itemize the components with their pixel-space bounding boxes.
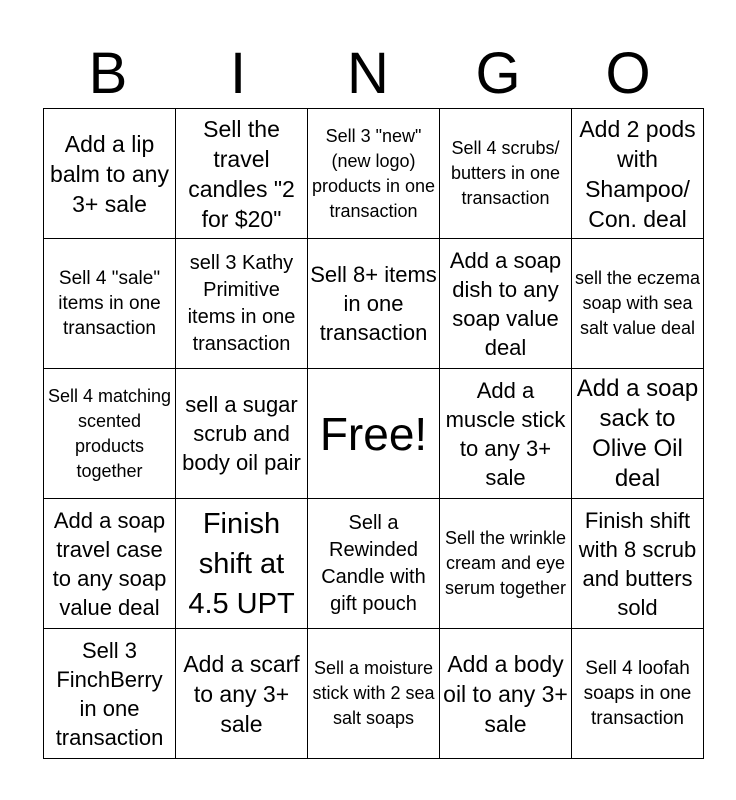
- bingo-cell: [176, 499, 308, 629]
- grid-row: [44, 499, 704, 629]
- grid-row: [44, 629, 704, 759]
- bingo-cell: [44, 629, 176, 759]
- free-text: Free!: [319, 407, 428, 460]
- cell-text: Sell 4 "sale" items in one transaction: [58, 268, 161, 339]
- cell-text: Add a soap travel case to any soap value deal: [52, 507, 167, 620]
- cell-text: Add a body oil to any 3+ sale: [443, 650, 568, 737]
- bingo-cell: [44, 499, 176, 629]
- cell-text: Add a scarf to any 3+ sale: [183, 650, 300, 737]
- header-letter-g: G: [475, 41, 521, 106]
- cell-text: Sell the wrinkle cream and eye serum together: [444, 528, 567, 598]
- bingo-cell: [440, 629, 572, 759]
- bingo-cell: [308, 629, 440, 759]
- cell-text: Sell 4 matching scented products together: [47, 385, 172, 481]
- cell-text: Sell 3 FinchBerry in one transaction: [55, 637, 164, 750]
- bingo-cell: [176, 109, 308, 239]
- cell-text: Sell a Rewinded Candle with gift pouch: [321, 511, 426, 615]
- header-letter-i: I: [229, 41, 247, 106]
- cell-text: Sell the travel candles "2 for $20": [188, 115, 295, 232]
- bingo-cell: [440, 369, 572, 499]
- cell-text: sell the eczema soap with sea salt value deal: [574, 268, 701, 338]
- cell-text: sell a sugar scrub and body oil pair: [182, 392, 301, 475]
- bingo-cell: [308, 239, 440, 369]
- cell-text: Sell a moisture stick with 2 sea salt soaps: [312, 658, 435, 728]
- bingo-cell: [176, 629, 308, 759]
- bingo-cell: [44, 109, 176, 239]
- bingo-cell: [440, 109, 572, 239]
- cell-text: Add a soap dish to any soap value deal: [449, 247, 562, 360]
- grid-row: [44, 109, 704, 239]
- cell-text: Add a muscle stick to any 3+ sale: [445, 377, 566, 490]
- bingo-cell: [308, 499, 440, 629]
- bingo-cell: [572, 239, 704, 369]
- free-cell: [308, 369, 440, 499]
- cell-text: Add a lip balm to any 3+ sale: [50, 130, 169, 217]
- bingo-cell: [440, 499, 572, 629]
- header-letter-o: O: [605, 41, 651, 106]
- cell-text: Add a soap sack to Olive Oil deal: [576, 374, 699, 492]
- cell-text: sell 3 Kathy Primitive items in one transaction: [187, 251, 296, 355]
- bingo-cell: [308, 109, 440, 239]
- bingo-cell: [44, 239, 176, 369]
- bingo-cell: [440, 239, 572, 369]
- bingo-cell: [176, 239, 308, 369]
- grid-row: [44, 369, 704, 499]
- cell-text: Sell 4 scrubs/ butters in one transaction: [450, 138, 561, 208]
- cell-text: Sell 8+ items in one transaction: [310, 262, 437, 345]
- bingo-cell: [572, 629, 704, 759]
- header-letter-b: B: [88, 41, 128, 106]
- bingo-header: [43, 40, 693, 108]
- cell-text: Sell 4 loofah soaps in one transaction: [583, 658, 692, 729]
- cell-text: Finish shift at 4.5 UPT: [188, 507, 295, 620]
- bingo-grid: [43, 108, 704, 759]
- cell-text: Finish shift with 8 scrub and butters sold: [578, 507, 697, 620]
- bingo-cell: [176, 369, 308, 499]
- header-letter-n: N: [347, 41, 389, 106]
- bingo-cell: [572, 499, 704, 629]
- grid-row: [44, 239, 704, 369]
- bingo-cell: [572, 109, 704, 239]
- bingo-cell: [44, 369, 176, 499]
- bingo-cell: [572, 369, 704, 499]
- cell-text: Add 2 pods with Shampoo/ Con. deal: [579, 115, 696, 232]
- cell-text: Sell 3 "new" (new logo) products in one transaction: [311, 125, 436, 221]
